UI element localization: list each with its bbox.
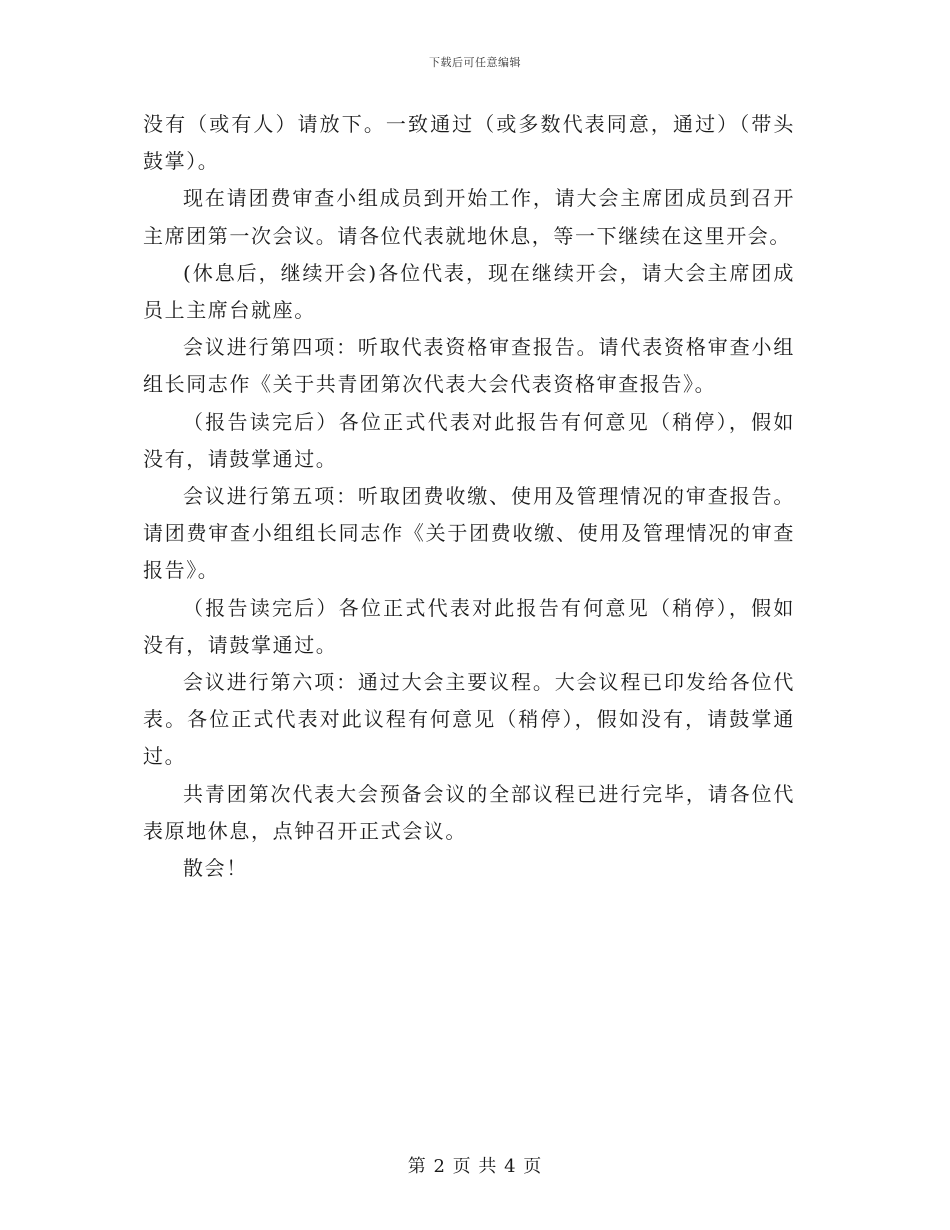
paragraph: 现在请团费审查小组成员到开始工作，请大会主席团成员到召开主席团第一次会议。请各位代表就地休息，等一下继续在这里开会。 [143,186,795,248]
paragraph: 共青团第次代表大会预备会议的全部议程已进行完毕，请各位代表原地休息，点钟召开正式会议。 [143,781,795,843]
paragraph: （报告读完后）各位正式代表对此报告有何意见（稍停），假如没有，请鼓掌通过。 [143,409,795,471]
paragraph: 会议进行第四项：听取代表资格审查报告。请代表资格审查小组组长同志作《关于共青团第次代表大会代表资格审查报告》。 [143,335,795,397]
paragraph: 会议进行第六项：通过大会主要议程。大会议程已印发给各位代表。各位正式代表对此议程有何意见（稍停），假如没有，请鼓掌通过。 [143,670,795,769]
page-number: 第 2 页 共 4 页 [407,1156,543,1177]
document-body [143,106,795,887]
page-header-note: 下载后可任意编辑 [429,56,521,69]
paragraph: 会议进行第五项：听取团费收缴、使用及管理情况的审查报告。请团费审查小组组长同志作《关于团费收缴、使用及管理情况的审查报告》。 [143,484,795,583]
paragraph: 散会！ [183,856,248,881]
paragraph: (休息后，继续开会)各位代表，现在继续开会，请大会主席团成员上主席台就座。 [143,260,795,323]
paragraph: （报告读完后）各位正式代表对此报告有何意见（稍停），假如没有，请鼓掌通过。 [143,595,795,657]
paragraph: 没有（或有人）请放下。一致通过（或多数代表同意，通过）（带头鼓掌）。 [143,112,795,174]
